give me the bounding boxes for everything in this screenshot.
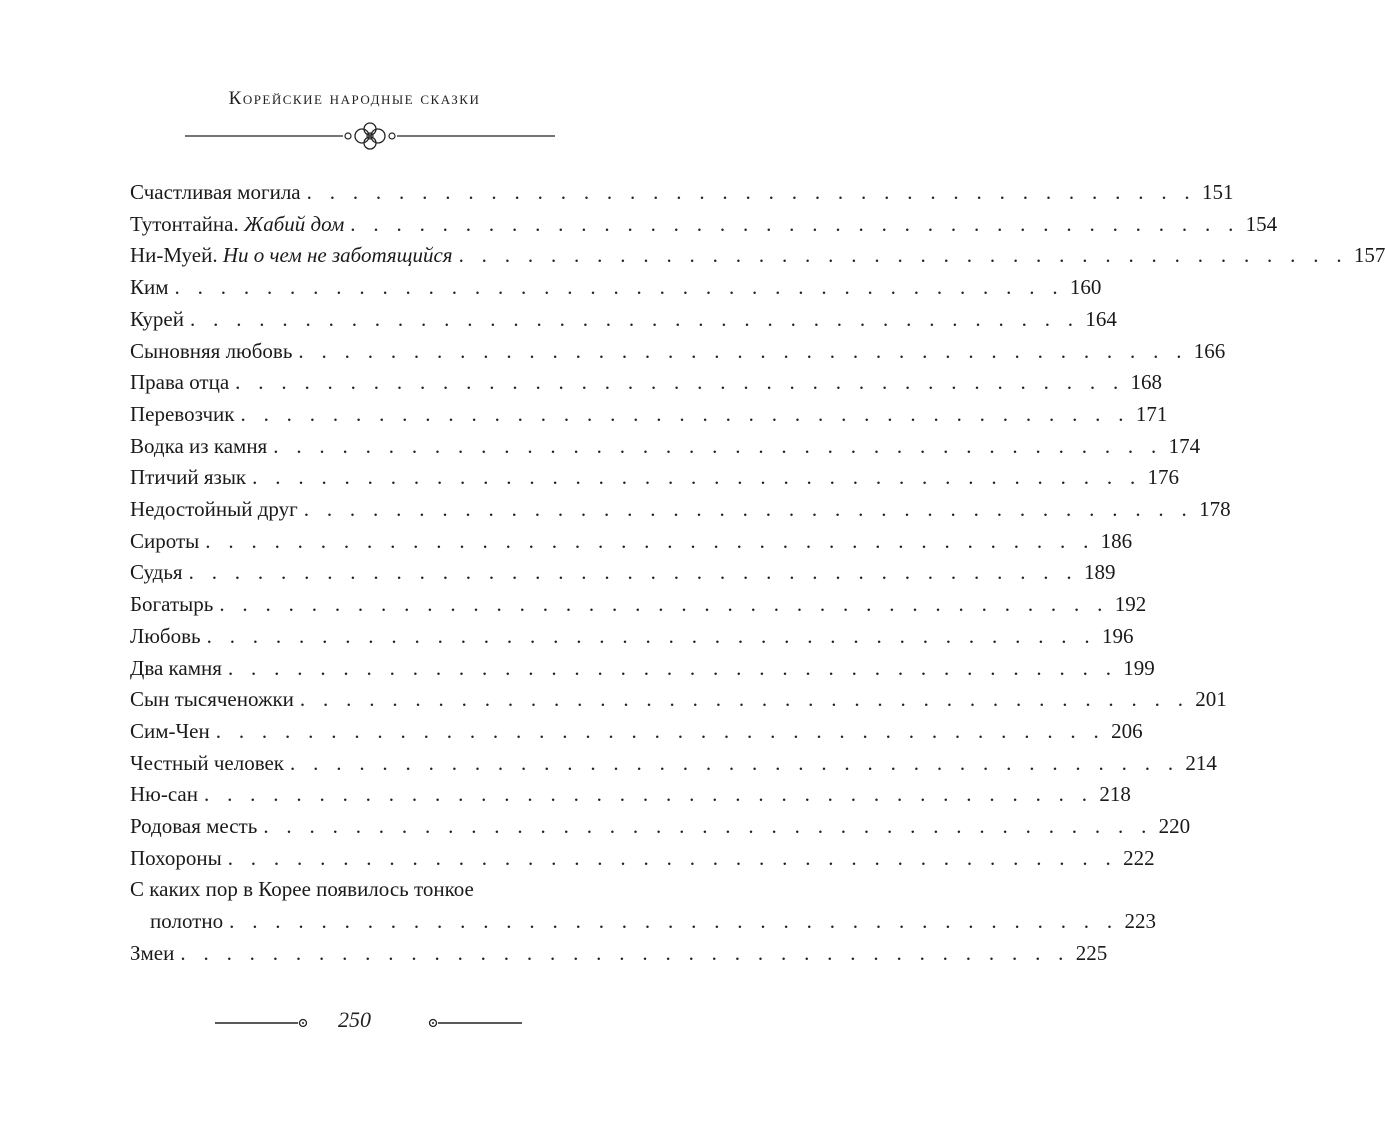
toc-entry-page: 157 [1353, 243, 1385, 268]
toc-entry-continuation [130, 906, 1156, 938]
toc-leader-dots: . . . . . . . . . . . . . . . . . . . . . . . . . . . . . . . . . . . . . . . [229, 909, 1119, 934]
toc-leader-dots: . . . . . . . . . . . . . . . . . . . . . . . . . . . . . . . . . . . . . . . [299, 687, 1190, 712]
table-of-contents [130, 177, 1385, 970]
toc-entry-page: 218 [1099, 782, 1131, 807]
toc-leader-dots: . . . . . . . . . . . . . . . . . . . . . . . . . . . . . . . . . . . . . . . [188, 560, 1078, 585]
toc-entry [130, 938, 1108, 970]
toc-leader-dots: . . . . . . . . . . . . . . . . . . . . . . . . . . . . . . . . . . . . . . . [206, 623, 1096, 648]
toc-entry [130, 431, 1201, 463]
toc-entry-title: Сын тысяченожки [130, 687, 294, 712]
toc-entry-page: 199 [1123, 655, 1155, 680]
toc-entry-title-line1: С каких пор в Корее появилось тонкое [130, 877, 474, 902]
toc-entry [130, 272, 1102, 304]
toc-leader-dots: . . . . . . . . . . . . . . . . . . . . . . . . . . . . . . . . . . . . . . . [227, 845, 1118, 870]
toc-leader-dots: . . . . . . . . . . . . . . . . . . . . . . . . . . . . . . . . . . . . . . . [215, 718, 1106, 743]
toc-entry [130, 621, 1134, 653]
toc-entry-title: Змеи [130, 940, 175, 965]
toc-leader-dots: . . . . . . . . . . . . . . . . . . . . . . . . . . . . . . . . . . . . . . . [273, 433, 1163, 458]
toc-entry-page: 189 [1083, 560, 1116, 585]
toc-entry-title: Сыновняя любовь [130, 338, 293, 363]
toc-entry-title: Два камня [130, 655, 222, 680]
toc-entry [130, 874, 1156, 937]
toc-entry-title: Курей [130, 306, 184, 331]
toc-entry-page: 154 [1245, 211, 1278, 236]
toc-entry-page: 196 [1101, 623, 1134, 648]
toc-leader-dots: . . . . . . . . . . . . . . . . . . . . . . . . . . . . . . . . . . . . . . . [235, 370, 1125, 395]
toc-entry [130, 240, 1385, 272]
toc-entry-title: Богатырь [130, 592, 214, 617]
toc-entry [130, 209, 1278, 241]
toc-entry-subtitle: Ни о чем не заботящийся [222, 243, 453, 268]
knot-ornament-icon [185, 121, 555, 151]
toc-entry [130, 684, 1227, 716]
toc-entry-page: 186 [1100, 528, 1133, 553]
toc-leader-dots: . . . . . . . . . . . . . . . . . . . . . . . . . . . . . . . . . . . . . . . [203, 782, 1094, 807]
toc-entry-page: 201 [1195, 687, 1227, 712]
toc-entry-title: Честный человек [130, 750, 285, 775]
toc-entry [130, 177, 1234, 209]
page-footer [0, 1003, 709, 1043]
toc-entry [130, 653, 1155, 685]
toc-entry-page: 192 [1114, 592, 1147, 617]
toc-leader-dots: . . . . . . . . . . . . . . . . . . . . . . . . . . . . . . . . . . . . . . . [190, 306, 1080, 331]
toc-leader-dots: . . . . . . . . . . . . . . . . . . . . . . . . . . . . . . . . . . . . . . . [219, 592, 1109, 617]
toc-entry [130, 367, 1163, 399]
toc-entry-main-title: Ни-Муей. [130, 243, 218, 268]
toc-entry-title-line2: полотно [150, 909, 224, 934]
toc-leader-dots: . . . . . . . . . . . . . . . . . . . . . . . . . . . . . . . . . . . . . . . [252, 465, 1142, 490]
toc-entry-page: 206 [1111, 718, 1143, 743]
toc-leader-dots: . . . . . . . . . . . . . . . . . . . . . . . . . . . . . . . . . . . . . . . [263, 814, 1153, 839]
toc-entry-page: 168 [1130, 370, 1163, 395]
page-number: 250 [338, 1007, 371, 1032]
toc-entry [130, 589, 1147, 621]
toc-entry [130, 462, 1179, 494]
toc-leader-dots: . . . . . . . . . . . . . . . . . . . . . . . . . . . . . . . . . . . . . . . [227, 655, 1118, 680]
toc-entry-title: Птичий язык [130, 465, 247, 490]
toc-leader-dots: . . . . . . . . . . . . . . . . . . . . . . . . . . . . . . . . . . . . . . . [306, 180, 1196, 204]
toc-entry [130, 779, 1131, 811]
toc-entry-title: Родовая месть [130, 814, 258, 839]
toc-entry [130, 304, 1117, 336]
toc-entry [130, 843, 1155, 875]
toc-leader-dots: . . . . . . . . . . . . . . . . . . . . . . . . . . . . . . . . . . . . . . . [290, 750, 1180, 775]
toc-leader-dots: . . . . . . . . . . . . . . . . . . . . . . . . . . . . . . . . . . . . . . . [298, 338, 1188, 363]
toc-entry-page: 178 [1199, 497, 1231, 522]
toc-entry [130, 336, 1226, 368]
toc-entry-page: 176 [1147, 465, 1179, 490]
toc-entry [130, 494, 1231, 526]
toc-entry-page: 171 [1135, 401, 1168, 426]
toc-entry-page: 222 [1123, 845, 1155, 870]
running-title: Корейские народные сказки [228, 88, 481, 109]
toc-entry-subtitle: Жабий дом [243, 211, 345, 236]
toc-leader-dots: . . . . . . . . . . . . . . . . . . . . . . . . . . . . . . . . . . . . . . . [180, 940, 1070, 965]
toc-entry-page: 151 [1201, 180, 1234, 204]
toc-entry-page: 220 [1158, 814, 1191, 839]
toc-entry [130, 811, 1191, 843]
toc-leader-dots: . . . . . . . . . . . . . . . . . . . . . . . . . . . . . . . . . . . . . . . [174, 275, 1064, 300]
toc-entry-page: 225 [1075, 940, 1108, 965]
toc-entry [130, 748, 1217, 780]
toc-leader-dots: . . . . . . . . . . . . . . . . . . . . . . . . . . . . . . . . . . . . . . . [458, 243, 1348, 268]
toc-leader-dots: . . . . . . . . . . . . . . . . . . . . . . . . . . . . . . . . . . . . . . . [303, 497, 1194, 522]
toc-entry-page: 214 [1185, 750, 1217, 775]
toc-entry-title: Ню-сан [130, 782, 198, 807]
toc-entry [130, 399, 1168, 431]
toc-entry [130, 526, 1133, 558]
toc-leader-dots: . . . . . . . . . . . . . . . . . . . . . . . . . . . . . . . . . . . . . . . [205, 528, 1095, 553]
toc-entry-title: Недостойный друг [130, 497, 298, 522]
toc-entry-page: 164 [1085, 306, 1117, 331]
toc-entry-title: Счастливая могила [130, 180, 301, 204]
toc-entry-title [130, 240, 453, 272]
toc-entry-title: Судья [130, 560, 183, 585]
toc-entry-title [130, 209, 344, 241]
toc-entry-main-title: Тутонтайна. [130, 211, 239, 236]
toc-entry-title: Права отца [130, 370, 230, 395]
toc-entry-title: Водка из камня [130, 433, 268, 458]
toc-entry-title: Сим-Чен [130, 718, 210, 743]
toc-entry-page: 166 [1193, 338, 1226, 363]
toc-entry-page: 223 [1124, 909, 1156, 934]
toc-entry-title: Сироты [130, 528, 200, 553]
toc-entry-title: Любовь [130, 623, 201, 648]
toc-entry-page: 174 [1168, 433, 1201, 458]
toc-entry-page: 160 [1069, 275, 1102, 300]
toc-leader-dots: . . . . . . . . . . . . . . . . . . . . . . . . . . . . . . . . . . . . . . . [350, 211, 1240, 236]
toc-entry [130, 716, 1143, 748]
toc-entry [130, 557, 1116, 589]
toc-leader-dots: . . . . . . . . . . . . . . . . . . . . . . . . . . . . . . . . . . . . . . . [240, 401, 1130, 426]
toc-entry-title: Похороны [130, 845, 222, 870]
toc-entry-title: Перевозчик [130, 401, 235, 426]
toc-entry-title: Ким [130, 275, 169, 300]
